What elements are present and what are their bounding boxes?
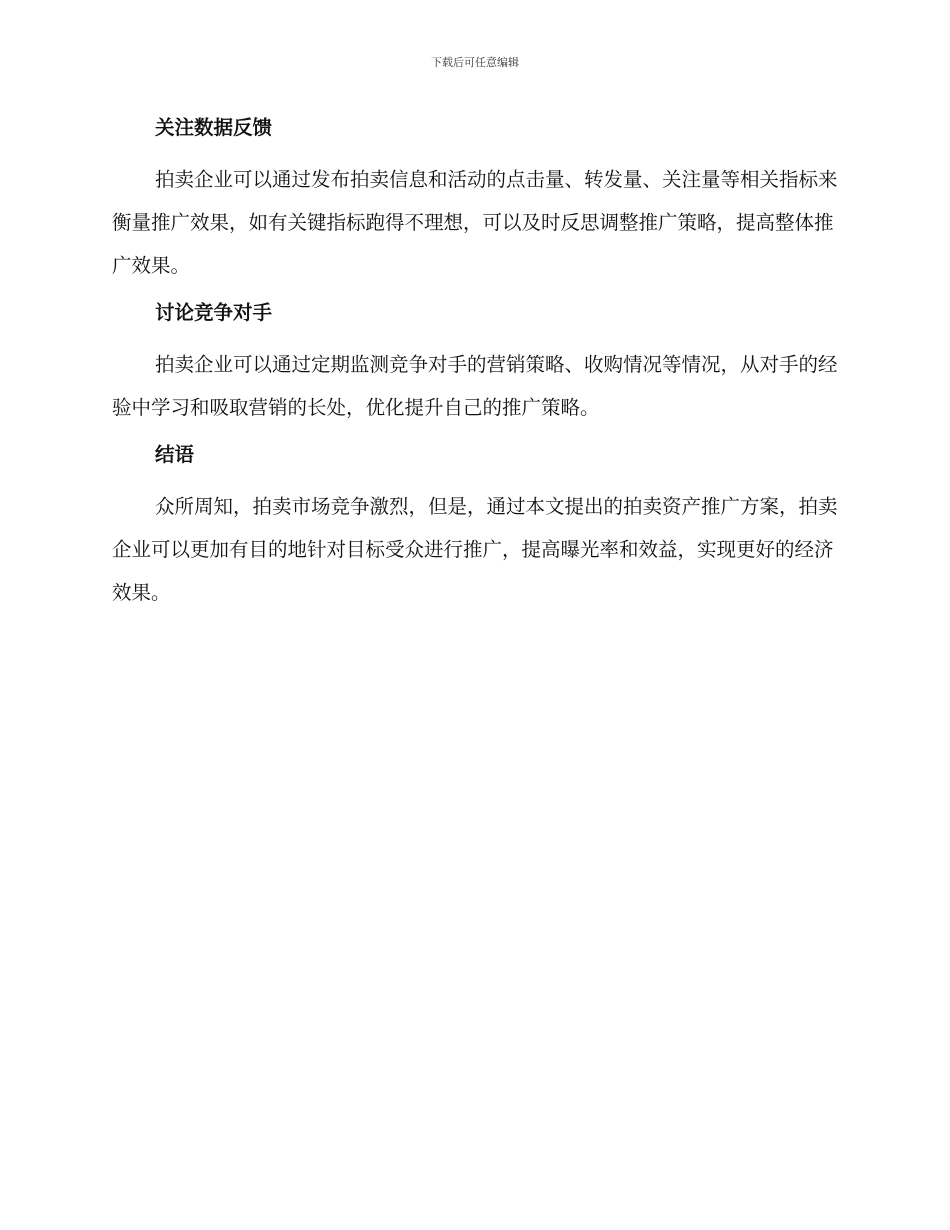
section-heading: 关注数据反馈 xyxy=(155,116,273,139)
page-header: 下载后可任意编辑 xyxy=(431,56,519,69)
document-body xyxy=(112,110,838,622)
section-heading: 结语 xyxy=(155,443,195,466)
section-paragraph: 拍卖企业可以通过定期监测竞争对手的营销策略、收购情况等情况，从对手的经验中学习和吸取营销的长处，优化提升自己的推广策略。 xyxy=(112,353,838,419)
section-paragraph: 拍卖企业可以通过发布拍卖信息和活动的点击量、转发量、关注量等相关指标来衡量推广效果，如有关键指标跑得不理想，可以及时反思调整推广策略，提高整体推广效果。 xyxy=(112,168,838,277)
section-data-feedback xyxy=(112,110,838,287)
section-paragraph: 众所周知，拍卖市场竞争激烈，但是，通过本文提出的拍卖资产推广方案，拍卖企业可以更加有目的地针对目标受众进行推广，提高曝光率和效益，实现更好的经济效果。 xyxy=(112,495,838,604)
section-conclusion xyxy=(112,437,838,614)
section-heading: 讨论竞争对手 xyxy=(155,301,273,324)
section-competitors xyxy=(112,295,838,429)
